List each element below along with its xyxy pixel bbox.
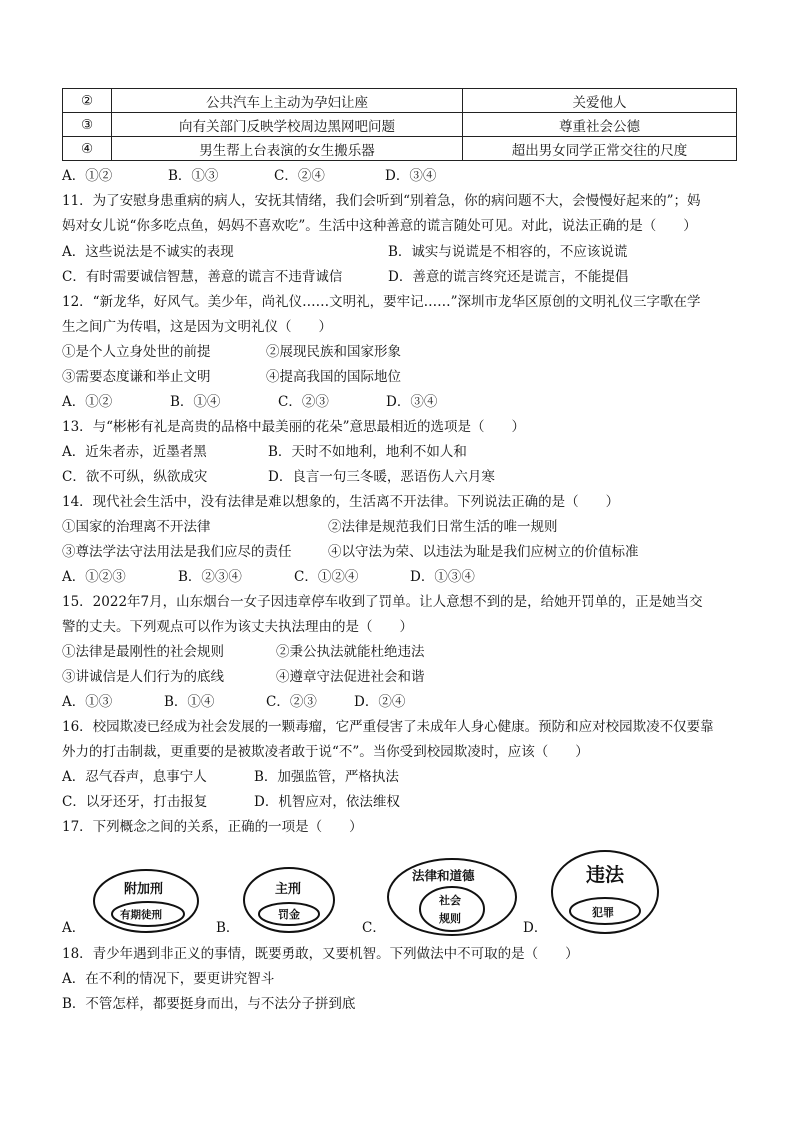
diagram-b-outer-label: 主刑 — [275, 882, 302, 897]
q14-option-a: A．①②③ — [62, 569, 126, 585]
q13-option-a: A．近朱者赤，近墨者黑 — [62, 444, 207, 460]
q17-option-c: C． — [362, 920, 386, 936]
q15-option-c: C．②③ — [266, 694, 317, 710]
q16-stem-line2: 外力的打击制裁，更重要的是被欺凌者敢于说“不”。当你受到校园欺凌时，应该（ ） — [62, 744, 589, 760]
q15-option-a: A．①③ — [62, 694, 113, 710]
diagram-d-outer-label: 违法 — [586, 864, 625, 886]
q15-stem-line1: 15．2022年7月，山东烟台一女子因违章停车收到了罚单。让人意想不到的是，给她开罚单的，正是她当交 — [62, 594, 703, 610]
q14-statement-3: ③尊法学法守法用法是我们应尽的责任 — [62, 544, 292, 560]
q14-statement-2: ②法律是规范我们日常生活的唯一规则 — [328, 519, 558, 535]
row-content: 男生帮上台表演的女生搬乐器 — [112, 137, 463, 161]
options-table — [62, 88, 737, 161]
q11-stem-line2: 妈对女儿说“你多吃点鱼，妈妈不喜欢吃”。生活中这种善意的谎言随处可见。对此，说法正确的是（ ） — [62, 218, 697, 234]
row-label: 尊重社会公德 — [463, 113, 737, 137]
row-label: 超出男女同学正常交往的尺度 — [463, 137, 737, 161]
table-row — [63, 113, 737, 137]
q13-stem: 13．与“彬彬有礼是高贵的品格中最美丽的花朵”意思最相近的选项是（ ） — [62, 419, 525, 435]
row-content: 公共汽车上主动为孕妇让座 — [112, 89, 463, 113]
q13-option-d: D．良言一句三冬暖，恶语伤人六月寒 — [268, 469, 495, 485]
q10-option-a: A．①② — [62, 168, 113, 184]
q12-stem-line2: 生之间广为传唱，这是因为文明礼仪（ ） — [62, 319, 332, 335]
q12-option-d: D．③④ — [386, 394, 438, 410]
q17-option-a: A． — [62, 920, 86, 936]
q10-option-d: D．③④ — [385, 168, 437, 184]
q14-statement-4: ④以守法为荣、以违法为耻是我们应树立的价值标准 — [328, 544, 639, 560]
q12-statement-1: ①是个人立身处世的前提 — [62, 344, 211, 360]
q15-option-b: B．①④ — [164, 694, 215, 710]
q13-option-c: C．欲不可纵，纵欲成灾 — [62, 469, 208, 485]
row-number: ④ — [63, 137, 112, 161]
q18-stem: 18．青少年遇到非正义的事情，既要勇敢，又要机智。下列做法中不可取的是（ ） — [62, 946, 579, 962]
diagram-c-inner-label-line2: 规则 — [439, 912, 461, 925]
q17-stem: 17．下列概念之间的关系，正确的一项是（ ） — [62, 819, 363, 835]
q15-statement-4: ④遵章守法促进社会和谐 — [276, 669, 425, 685]
q12-statement-4: ④提高我国的国际地位 — [266, 369, 401, 385]
q14-option-d: D．①③④ — [410, 569, 475, 585]
q12-option-a: A．①② — [62, 394, 113, 410]
q17-option-b: B． — [216, 920, 240, 936]
q15-option-d: D．②④ — [354, 694, 406, 710]
q12-option-c: C．②③ — [278, 394, 329, 410]
q15-stem-line2: 警的丈夫。下列观点可以作为该丈夫执法理由的是（ ） — [62, 619, 413, 635]
q16-option-a: A．忍气吞声，息事宁人 — [62, 769, 207, 785]
q16-stem-line1: 16．校园欺凌已经成为社会发展的一颗毒瘤，它严重侵害了未成年人身心健康。预防和应对校园欺凌不仅要靠 — [62, 719, 714, 735]
q12-option-b: B．①④ — [170, 394, 221, 410]
table-row — [63, 137, 737, 161]
q10-option-b: B．①③ — [168, 168, 219, 184]
q15-statement-3: ③讲诚信是人们行为的底线 — [62, 669, 224, 685]
q11-option-a: A．这些说法是不诚实的表现 — [62, 244, 234, 260]
q11-option-b: B．诚实与说谎是不相容的，不应该说谎 — [388, 244, 628, 260]
q14-stem: 14．现代社会生活中，没有法律是难以想象的，生活离不开法律。下列说法正确的是（ ） — [62, 494, 620, 510]
row-content: 向有关部门反映学校周边黑网吧问题 — [112, 113, 463, 137]
diagram-b — [242, 866, 336, 934]
q17-option-d: D． — [523, 920, 548, 936]
q13-option-b: B．天时不如地利，地利不如人和 — [268, 444, 467, 460]
diagram-c-outer-label: 法律和道德 — [412, 868, 475, 883]
q18-option-b: B．不管怎样，都要挺身而出，与不法分子拼到底 — [62, 996, 356, 1012]
q14-option-c: C．①②④ — [294, 569, 359, 585]
q11-option-c: C．有时需要诚信智慧，善意的谎言不违背诚信 — [62, 269, 343, 285]
q12-statement-3: ③需要态度谦和举止文明 — [62, 369, 211, 385]
diagram-c-inner-label-line1: 社会 — [439, 894, 461, 907]
q15-statement-1: ①法律是最刚性的社会规则 — [62, 644, 224, 660]
q10-option-c: C．②④ — [274, 168, 325, 184]
table-row — [63, 89, 737, 113]
q12-stem-line1: 12．“新龙华，好风气。美少年，尚礼仪……文明礼，要牢记……”深圳市龙华区原创的文明礼仪三字歌在学 — [62, 294, 701, 310]
row-label: 关爱他人 — [463, 89, 737, 113]
q11-option-d: D．善意的谎言终究还是谎言，不能提倡 — [388, 269, 629, 285]
q14-statement-1: ①国家的治理离不开法律 — [62, 519, 211, 535]
q16-option-b: B．加强监管，严格执法 — [254, 769, 399, 785]
diagram-a-outer-label: 附加刑 — [124, 882, 164, 897]
q16-option-d: D．机智应对，依法维权 — [254, 794, 400, 810]
diagram-a-inner-label: 有期徒刑 — [120, 909, 162, 921]
q12-statement-2: ②展现民族和国家形象 — [266, 344, 401, 360]
q15-statement-2: ②秉公执法就能杜绝违法 — [276, 644, 425, 660]
q14-option-b: B．②③④ — [178, 569, 242, 585]
q11-stem-line1: 11．为了安慰身患重病的病人，安抚其情绪，我们会听到“别着急，你的病问题不大，会慢慢好起来的”；妈 — [62, 193, 701, 209]
row-number: ② — [63, 89, 112, 113]
diagram-d-inner-label: 犯罪 — [592, 906, 614, 919]
q16-option-c: C．以牙还牙，打击报复 — [62, 794, 208, 810]
row-number: ③ — [63, 113, 112, 137]
diagram-b-inner-label: 罚金 — [278, 908, 300, 921]
q18-option-a: A．在不利的情况下，要更讲究智斗 — [62, 971, 275, 987]
